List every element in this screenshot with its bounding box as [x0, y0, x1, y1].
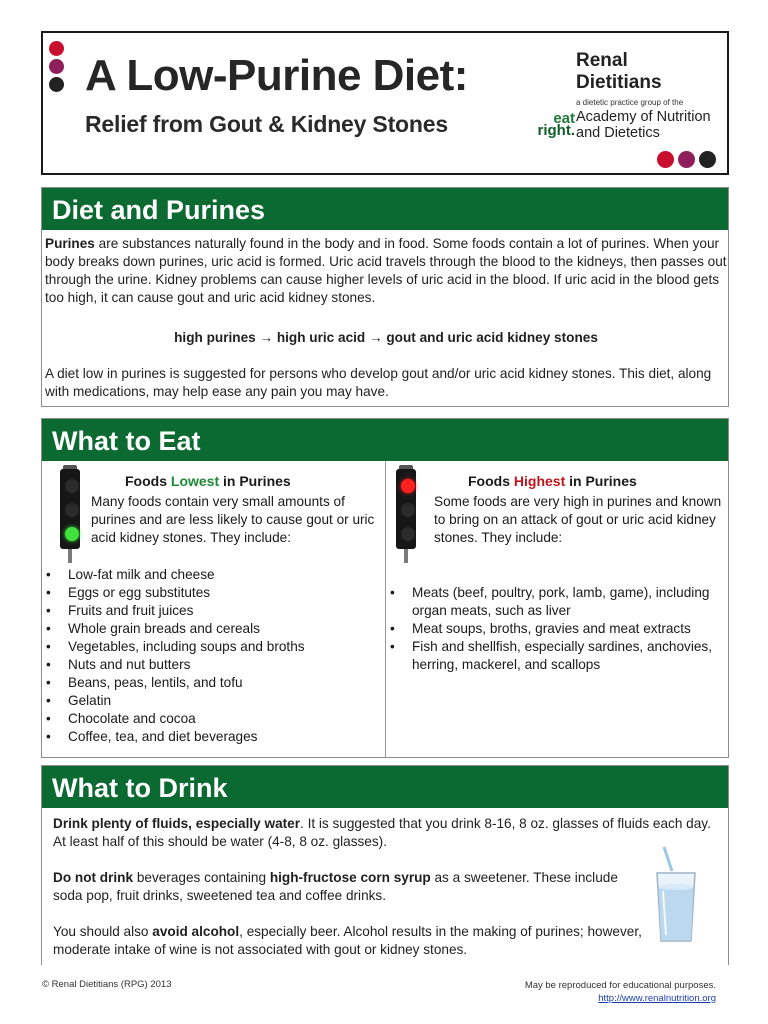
- diet-and-purines-section: [41, 187, 729, 407]
- footer-right: [525, 979, 716, 1005]
- arrow-right-icon: →: [259, 330, 274, 345]
- low-purine-intro: Many foods contain very small amounts of purines and are less likely to cause gout or uric acid kidney stones. They include:: [91, 494, 375, 545]
- food-list-item: • Vegetables, including soups and broths: [42, 638, 382, 656]
- dot-plum: [678, 151, 695, 168]
- decorative-dots-vertical: [49, 41, 65, 95]
- purines-paragraph: [45, 235, 727, 307]
- eatright-logo: [527, 110, 575, 139]
- food-list-item: • Gelatin: [42, 692, 382, 710]
- high-purine-food-list: [386, 584, 726, 674]
- food-list-item: • Coffee, tea, and diet beverages: [42, 728, 382, 746]
- org-tagline: a dietetic practice group of the: [576, 98, 684, 107]
- chain-step-2: high uric acid: [276, 330, 366, 345]
- water-glass-icon: [654, 845, 698, 945]
- food-list-item: • Fruits and fruit juices: [42, 602, 382, 620]
- what-to-eat-section: [41, 418, 729, 758]
- high-purine-column: [386, 461, 729, 757]
- food-list-item: • Fish and shellfish, especially sardines, anchovies, herring, mackerel, and scallops: [386, 638, 726, 674]
- page-subtitle: Relief from Gout & Kidney Stones: [85, 111, 448, 137]
- eatright-logo-line2: right.: [537, 122, 575, 139]
- section-heading: What to Drink: [42, 766, 728, 808]
- high-purine-intro: Some foods are very high in purines and known to bring on an attack of gout or uric acid kidney stones. They include:: [434, 494, 722, 545]
- food-list-item: • Whole grain breads and cereals: [42, 620, 382, 638]
- section-heading: Diet and Purines: [42, 188, 728, 230]
- traffic-light-red-icon: [394, 465, 418, 561]
- dot-black: [699, 151, 716, 168]
- header-banner: [41, 31, 729, 175]
- food-list-item: • Meat soups, broths, gravies and meat extracts: [386, 620, 726, 638]
- food-list-item: • Meats (beef, poultry, pork, lamb, game), including organ meats, such as liver: [386, 584, 726, 620]
- copyright-notice: © Renal Dietitians (RPG) 2013: [42, 979, 172, 990]
- food-list-item: • Nuts and nut butters: [42, 656, 382, 674]
- reproduction-note: May be reproduced for educational purposes.: [524, 980, 716, 991]
- decorative-dots-horizontal: [657, 151, 716, 168]
- eatright-logo-line1: eat: [553, 110, 575, 127]
- low-purine-column: [42, 461, 385, 757]
- low-purine-diet-paragraph: A diet low in purines is suggested for persons who develop gout and/or uric acid kidney stones. This diet, along with medications, may help ease any pain you may have.: [45, 366, 712, 399]
- fluids-paragraph: Drink plenty of fluids, especially water. It is suggested that you drink 8-16, 8 oz. glasses of fluids each day. At least half of this should be water (4-8, 8 oz. glasses).: [53, 816, 711, 849]
- dot-black: [49, 77, 64, 92]
- academy-name: Academy of Nutrition and Dietetics: [576, 109, 711, 141]
- dot-red: [49, 41, 64, 56]
- chain-step-3: gout and uric acid kidney stones: [386, 330, 598, 345]
- what-to-drink-section: [41, 765, 729, 965]
- purines-description: are substances naturally found in the body and in food. Some foods contain a lot of purines. When your body breaks down purines, uric acid is formed. Uric acid travels through the blood to the kidneys, then passes out through the urine. Kidney problems can cause higher levels of uric acid in the blood. If uric acid in the blood gets too high, it can cause gout and uric acid kidney stones.: [45, 236, 727, 305]
- low-purine-food-list: [42, 566, 382, 746]
- dot-plum: [49, 59, 64, 74]
- food-list-item: • Low-fat milk and cheese: [42, 566, 382, 584]
- chain-step-1: high purines: [174, 330, 256, 345]
- food-list-item: • Eggs or egg substitutes: [42, 584, 382, 602]
- traffic-light-green-icon: [58, 465, 82, 561]
- purines-term: Purines: [45, 236, 95, 251]
- corn-syrup-paragraph: Do not drink beverages containing high-fructose corn syrup as a sweetener. These include soda pop, fruit drinks, sweetened tea and coffee drinks.: [53, 870, 618, 903]
- low-purine-title: Foods Lowest in Purines: [125, 473, 291, 489]
- arrow-right-icon: →: [369, 330, 383, 345]
- page-title: A Low-Purine Diet:: [85, 51, 468, 100]
- purine-chain: [42, 329, 730, 347]
- section-heading: What to Eat: [42, 419, 728, 461]
- high-purine-title: Foods Highest in Purines: [468, 473, 637, 489]
- food-list-item: • Beans, peas, lentils, and tofu: [42, 674, 382, 692]
- dot-red: [657, 151, 674, 168]
- website-link[interactable]: http://www.renalnutrition.org: [598, 993, 716, 1004]
- food-list-item: • Chocolate and cocoa: [42, 710, 382, 728]
- org-name: Renal Dietitians: [576, 50, 662, 93]
- alcohol-paragraph: You should also avoid alcohol, especially beer. Alcohol results in the making of purines; however, moderate intake of wine is not associated with gout or kidney stones.: [53, 924, 642, 957]
